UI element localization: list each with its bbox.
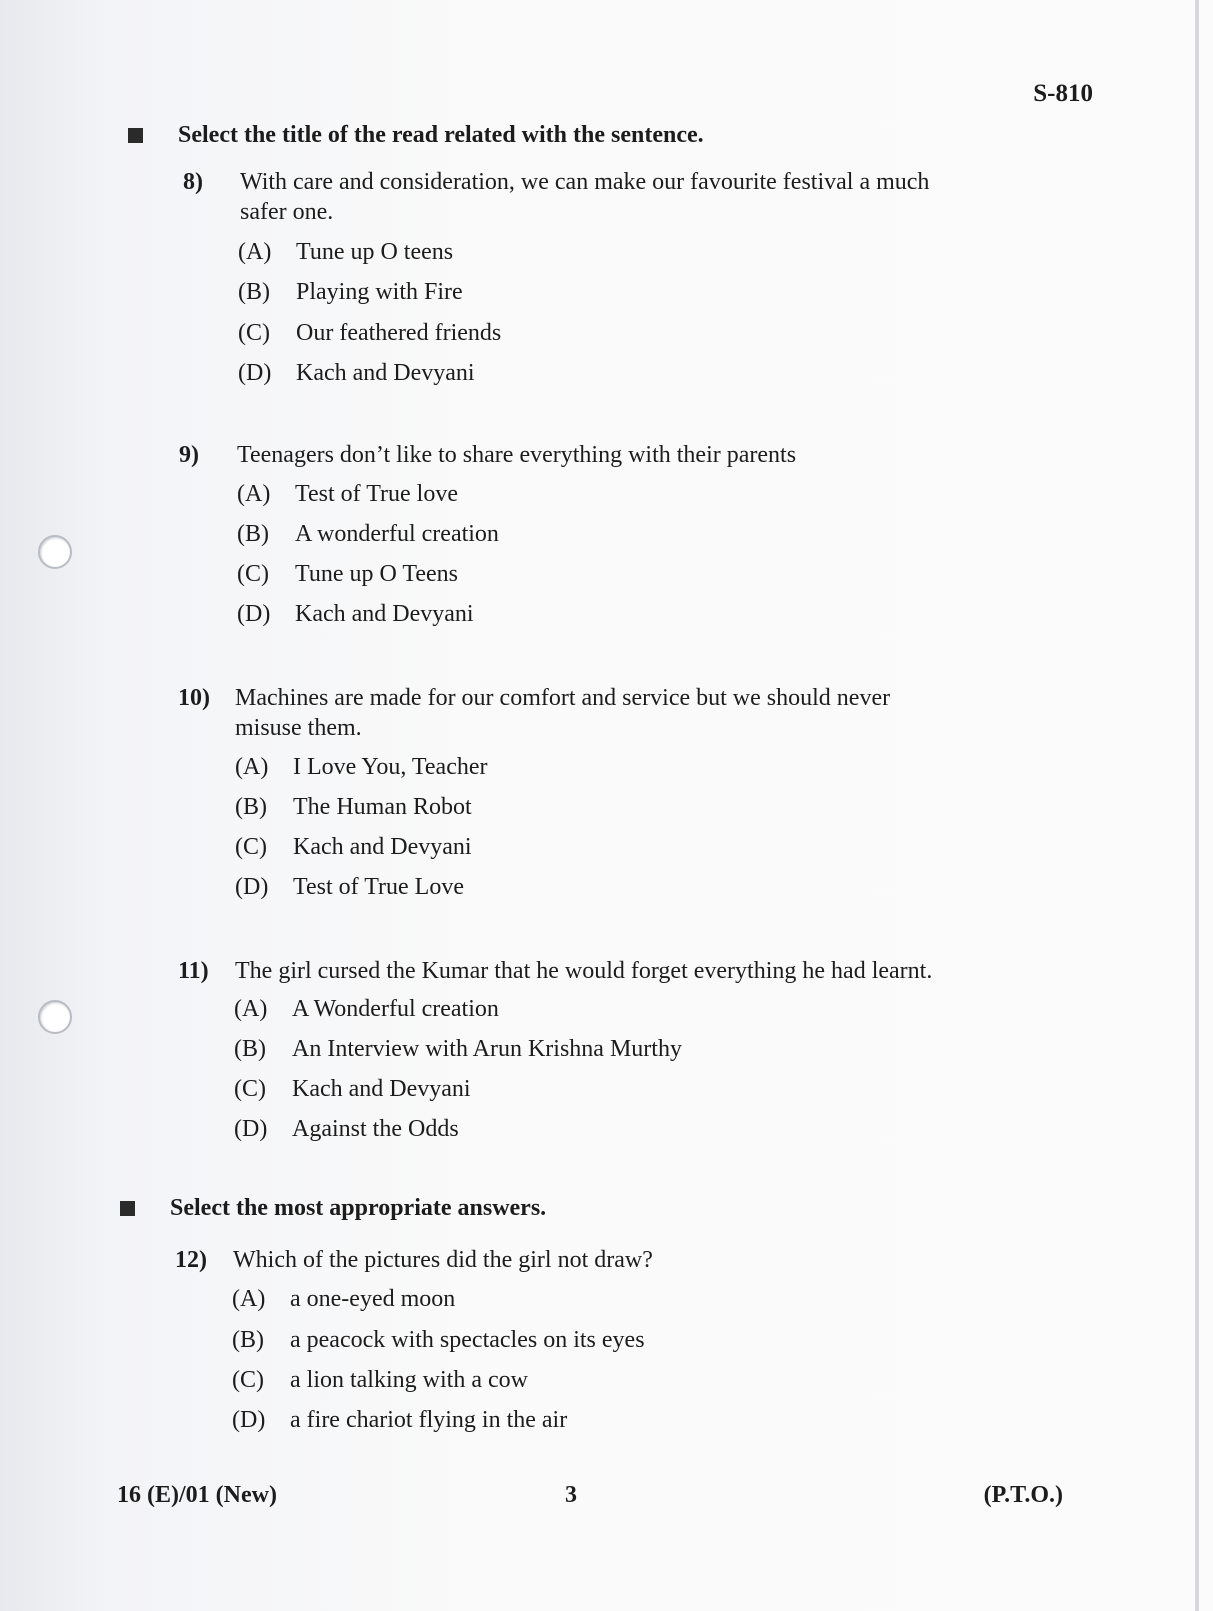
option-text: Tune up O teens bbox=[296, 239, 454, 265]
section-heading bbox=[120, 1195, 546, 1222]
option-letter: (D) bbox=[238, 360, 272, 386]
section-heading bbox=[128, 122, 704, 149]
option[interactable] bbox=[237, 599, 474, 629]
option-letter: (C) bbox=[234, 1076, 266, 1102]
section-title: Select the title of the read related with the sentence. bbox=[178, 122, 704, 148]
question-text-line: The girl cursed the Kumar that he would forget everything he had learnt. bbox=[235, 958, 933, 984]
option-letter: (B) bbox=[235, 794, 267, 820]
option-text: Kach and Devyani bbox=[295, 601, 474, 627]
option[interactable] bbox=[237, 479, 458, 509]
option-text: Kach and Devyani bbox=[293, 834, 472, 860]
option[interactable] bbox=[235, 872, 464, 902]
question-text bbox=[237, 440, 796, 470]
option-text: Test of True love bbox=[295, 481, 458, 507]
option[interactable] bbox=[237, 519, 499, 549]
question-10 bbox=[178, 683, 1058, 745]
option-letter: (A) bbox=[235, 754, 269, 780]
option-letter: (B) bbox=[237, 521, 269, 547]
option[interactable] bbox=[234, 994, 499, 1024]
option[interactable] bbox=[235, 792, 472, 822]
question-text-line: safer one. bbox=[240, 199, 334, 225]
square-bullet-icon bbox=[120, 1201, 135, 1216]
question-text bbox=[233, 1245, 653, 1275]
option-text: A wonderful creation bbox=[295, 521, 499, 547]
option[interactable] bbox=[234, 1074, 471, 1104]
paper-code: S-810 bbox=[1033, 80, 1093, 107]
option-text: Playing with Fire bbox=[296, 279, 463, 305]
option-text: An Interview with Arun Krishna Murthy bbox=[292, 1036, 682, 1062]
question-number: 10) bbox=[178, 685, 210, 711]
option[interactable] bbox=[234, 1114, 459, 1144]
option-letter: (C) bbox=[238, 320, 270, 346]
option[interactable] bbox=[238, 318, 501, 348]
option-text: a peacock with spectacles on its eyes bbox=[290, 1327, 645, 1353]
question-text-line: Machines are made for our comfort and service but we should never bbox=[235, 685, 891, 711]
option-text: a fire chariot flying in the air bbox=[290, 1407, 568, 1433]
option-letter: (C) bbox=[232, 1367, 264, 1393]
question-text-line: misuse them. bbox=[235, 715, 362, 741]
page-edge bbox=[1195, 0, 1199, 1611]
section-title: Select the most appropriate answers. bbox=[170, 1195, 547, 1221]
option-text: Test of True Love bbox=[293, 874, 464, 900]
question-number: 8) bbox=[183, 169, 203, 195]
option-letter: (D) bbox=[235, 874, 269, 900]
option-text: Against the Odds bbox=[292, 1116, 459, 1142]
option[interactable] bbox=[238, 277, 463, 307]
question-text bbox=[240, 167, 929, 227]
punch-hole bbox=[38, 1000, 72, 1034]
option[interactable] bbox=[235, 832, 472, 862]
question-12 bbox=[175, 1245, 1055, 1277]
option[interactable] bbox=[232, 1284, 455, 1314]
option-letter: (B) bbox=[234, 1036, 266, 1062]
option-text: The Human Robot bbox=[293, 794, 472, 820]
punch-hole bbox=[38, 535, 72, 569]
option-text: I Love You, Teacher bbox=[293, 754, 488, 780]
option-text: Our feathered friends bbox=[296, 320, 502, 346]
question-11 bbox=[178, 956, 1058, 988]
option-letter: (A) bbox=[234, 996, 268, 1022]
option-letter: (B) bbox=[238, 279, 270, 305]
option-letter: (D) bbox=[232, 1407, 266, 1433]
question-text-line: Which of the pictures did the girl not draw? bbox=[233, 1247, 653, 1273]
question-9 bbox=[179, 440, 1059, 472]
option[interactable] bbox=[234, 1034, 682, 1064]
question-text bbox=[235, 956, 932, 986]
question-8 bbox=[183, 167, 1063, 229]
option[interactable] bbox=[238, 358, 475, 388]
option[interactable] bbox=[232, 1365, 528, 1395]
option-letter: (C) bbox=[235, 834, 267, 860]
option-letter: (A) bbox=[232, 1286, 266, 1312]
option[interactable] bbox=[232, 1325, 645, 1355]
pto-label: (P.T.O.) bbox=[983, 1482, 1063, 1508]
option-text: Tune up O Teens bbox=[295, 561, 458, 587]
option-text: a lion talking with a cow bbox=[290, 1367, 528, 1393]
question-number: 12) bbox=[175, 1247, 207, 1273]
question-number: 9) bbox=[179, 442, 199, 468]
option-text: Kach and Devyani bbox=[296, 360, 475, 386]
question-text-line: With care and consideration, we can make our favourite festival a much bbox=[240, 169, 930, 195]
question-number: 11) bbox=[178, 958, 209, 984]
question-text-line: Teenagers don’t like to share everything with their parents bbox=[237, 442, 797, 468]
option[interactable] bbox=[237, 559, 458, 589]
option-letter: (D) bbox=[234, 1116, 268, 1142]
option-letter: (A) bbox=[237, 481, 271, 507]
option[interactable] bbox=[235, 752, 488, 782]
option-text: Kach and Devyani bbox=[292, 1076, 471, 1102]
option-text: A Wonderful creation bbox=[292, 996, 499, 1022]
option-letter: (A) bbox=[238, 239, 272, 265]
option[interactable] bbox=[238, 237, 453, 267]
option-letter: (D) bbox=[237, 601, 271, 627]
option[interactable] bbox=[232, 1405, 567, 1435]
option-text: a one-eyed moon bbox=[290, 1286, 456, 1312]
footer-paper-id: 16 (E)/01 (New) bbox=[117, 1482, 277, 1508]
question-text bbox=[235, 683, 890, 743]
option-letter: (C) bbox=[237, 561, 269, 587]
square-bullet-icon bbox=[128, 128, 143, 143]
option-letter: (B) bbox=[232, 1327, 264, 1353]
page-number: 3 bbox=[565, 1482, 577, 1508]
